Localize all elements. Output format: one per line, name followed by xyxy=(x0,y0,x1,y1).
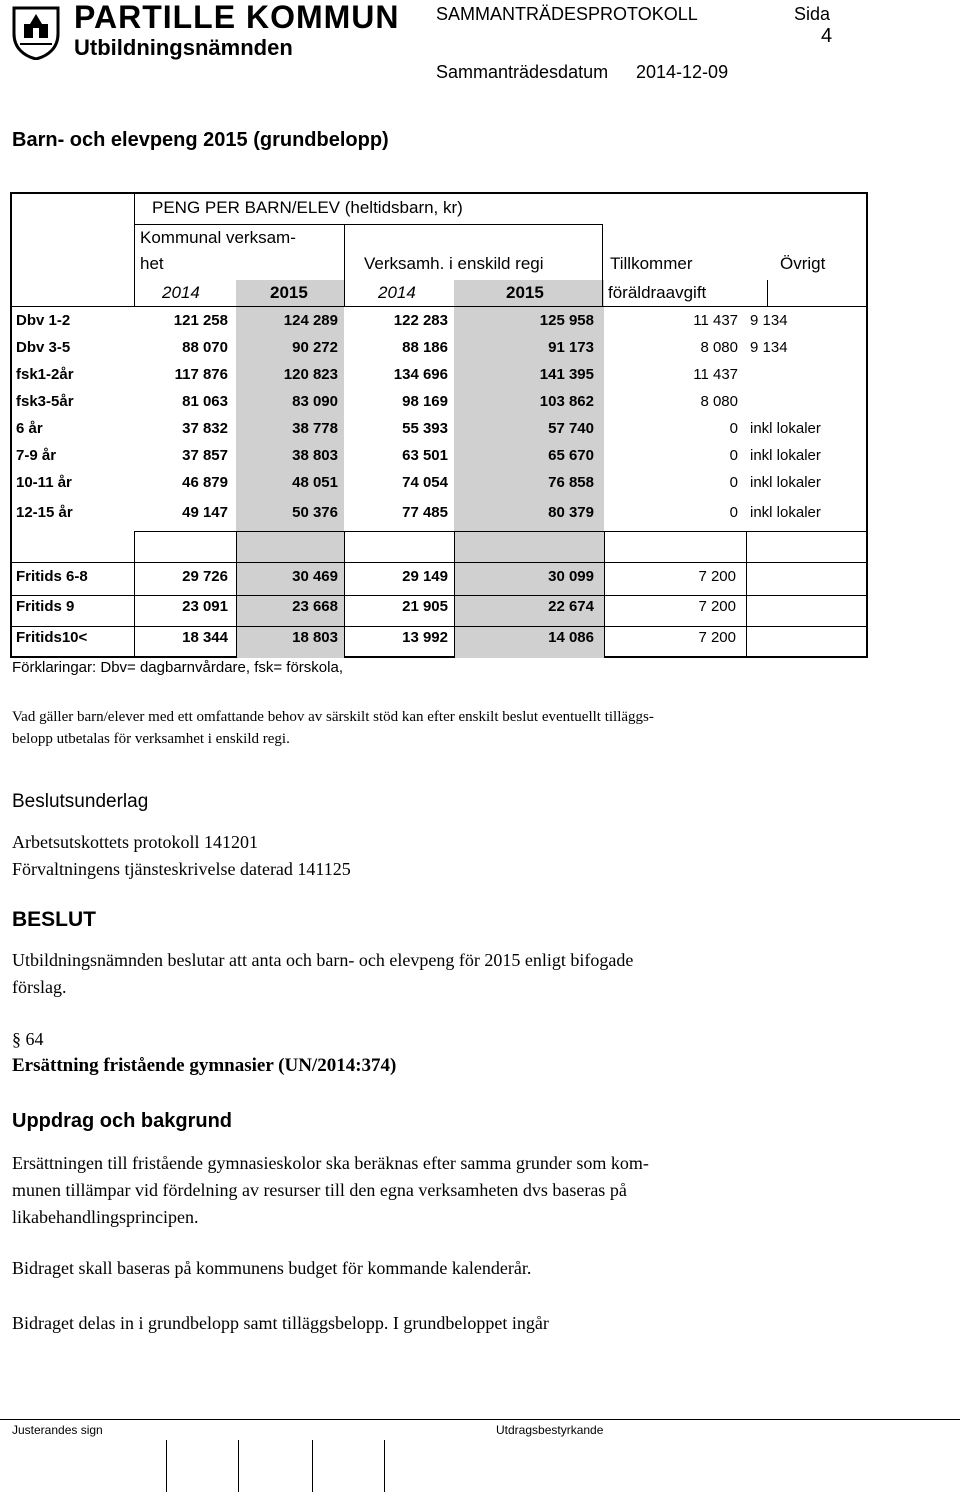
value-2014-municipal: 49 147 xyxy=(182,504,228,521)
assignment-line3: likabehandlingsprincipen. xyxy=(12,1207,199,1227)
board-name: Utbildningsnämnden xyxy=(74,35,293,60)
value-2014-private: 88 186 xyxy=(402,339,448,356)
header-other: Övrigt xyxy=(780,254,826,273)
value-2015-municipal: 120 823 xyxy=(283,366,338,383)
value-2014-private: 63 501 xyxy=(402,447,448,464)
page-label: Sida xyxy=(794,4,831,24)
partille-coat-of-arms-logo xyxy=(8,4,64,60)
fritids-2015-municipal: 18 803 xyxy=(292,629,338,646)
assignment-paragraph xyxy=(12,1150,649,1231)
fritids-2015-municipal: 30 469 xyxy=(292,568,338,585)
fritids-parent-fee: 7 200 xyxy=(698,568,736,585)
basis-item-2: Förvaltningens tjänsteskrivelse daterad 141125 xyxy=(12,859,351,879)
year-2015-municipal: 2015 xyxy=(270,283,308,302)
header-extra-sub: föräldraavgift xyxy=(608,283,707,302)
header-municipal-line1: Kommunal verksam- xyxy=(140,228,296,247)
signature-box-divider xyxy=(312,1440,313,1492)
footer-divider xyxy=(0,1419,960,1420)
fritids-2015-private: 22 674 xyxy=(548,598,594,615)
other-note: inkl lokaler xyxy=(750,504,821,521)
sign-label: Justerandes sign xyxy=(12,1423,103,1437)
value-2014-private: 122 283 xyxy=(393,312,448,329)
special-support-line2: belopp utbetalas för verksamhet i enskild regi. xyxy=(12,731,290,747)
row-label: 6 år xyxy=(16,420,43,437)
other-note: inkl lokaler xyxy=(750,447,821,464)
basis-list xyxy=(12,829,351,883)
value-2014-municipal: 37 857 xyxy=(182,447,228,464)
assignment-line2: munen tillämpar vid fördelning av resurser till den egna verksamheten dvs baseras på xyxy=(12,1180,627,1200)
budget-paragraph: Bidraget skall baseras på kommunens budget för kommande kalenderår. xyxy=(12,1258,532,1278)
value-2014-municipal: 81 063 xyxy=(182,393,228,410)
fritids-2015-private: 14 086 xyxy=(548,629,594,646)
value-2015-municipal: 124 289 xyxy=(283,312,338,329)
document-type: SAMMANTRÄDESPROTOKOLL xyxy=(436,4,698,24)
year-2014-municipal: 2014 xyxy=(162,283,200,302)
fritids-parent-fee: 7 200 xyxy=(698,598,736,615)
row-label: Dbv 1-2 xyxy=(16,312,71,329)
meeting-date-label: Sammanträdesdatum xyxy=(436,62,609,82)
value-2014-municipal: 37 832 xyxy=(182,420,228,437)
other-note: inkl lokaler xyxy=(750,474,821,491)
row-label: fsk3-5år xyxy=(16,393,74,410)
row-label: 10-11 år xyxy=(16,474,72,491)
parent-fee: 11 437 xyxy=(693,312,738,329)
item-title: Ersättning fristående gymnasier (UN/2014:374) xyxy=(12,1055,397,1076)
value-2015-private: 80 379 xyxy=(548,504,594,521)
value-2014-private: 134 696 xyxy=(393,366,448,383)
value-2015-municipal: 38 803 xyxy=(292,447,338,464)
value-2014-private: 77 485 xyxy=(402,504,448,521)
certification-label: Utdragsbestyrkande xyxy=(496,1423,604,1437)
paragraph-number: § 64 xyxy=(12,1029,44,1049)
value-2014-municipal: 88 070 xyxy=(182,339,228,356)
table-note: Förklaringar: Dbv= dagbarnvårdare, fsk= förskola, xyxy=(12,659,343,676)
row-label: 7-9 år xyxy=(16,447,57,464)
signature-box-divider xyxy=(166,1440,167,1492)
value-2015-municipal: 38 778 xyxy=(292,420,338,437)
other-note: 9 134 xyxy=(750,339,788,356)
basis-heading: Beslutsunderlag xyxy=(12,791,149,812)
year-2014-private: 2014 xyxy=(378,283,416,302)
parent-fee: 0 xyxy=(729,447,738,464)
value-2014-municipal: 121 258 xyxy=(173,312,228,329)
value-2014-private: 55 393 xyxy=(402,420,448,437)
row-label: fsk1-2år xyxy=(16,366,74,383)
parent-fee: 11 437 xyxy=(693,366,738,383)
row-label: Dbv 3-5 xyxy=(16,339,71,356)
fritids-2014-private: 29 149 xyxy=(402,568,448,585)
parent-fee: 0 xyxy=(729,420,738,437)
fritids-2014-private: 13 992 xyxy=(402,629,448,646)
fritids-2014-municipal: 29 726 xyxy=(182,568,228,585)
section-title: Barn- och elevpeng 2015 (grundbelopp) xyxy=(12,129,389,151)
year-2015-private: 2015 xyxy=(506,283,544,302)
value-2015-municipal: 83 090 xyxy=(292,393,338,410)
fritids-label: Fritids 9 xyxy=(16,598,75,615)
value-2015-private: 91 173 xyxy=(548,339,594,356)
header-municipal-line2: het xyxy=(140,254,164,273)
organization-name: PARTILLE KOMMUN xyxy=(74,0,400,35)
parent-fee: 0 xyxy=(729,504,738,521)
special-support-line1: Vad gäller barn/elever med ett omfattande behov av särskilt stöd kan efter enskilt beslut eventuellt tilläggs- xyxy=(12,709,654,725)
page-number: 4 xyxy=(821,25,833,47)
value-2014-municipal: 117 876 xyxy=(174,366,228,383)
assignment-line1: Ersättningen till fristående gymnasieskolor ska beräknas efter samma grunder som kom- xyxy=(12,1153,649,1173)
special-support-paragraph xyxy=(12,706,654,750)
header-extra: Tillkommer xyxy=(610,254,693,273)
fritids-2014-municipal: 23 091 xyxy=(182,598,228,615)
fritids-2014-municipal: 18 344 xyxy=(182,629,228,646)
value-2015-municipal: 90 272 xyxy=(292,339,338,356)
value-2015-private: 76 858 xyxy=(548,474,594,491)
decision-heading: BESLUT xyxy=(12,908,96,931)
parent-fee: 8 080 xyxy=(700,339,738,356)
table-title: PENG PER BARN/ELEV (heltidsbarn, kr) xyxy=(152,198,463,217)
fritids-label: Fritids10< xyxy=(16,629,88,646)
value-2015-private: 57 740 xyxy=(548,420,594,437)
value-2014-municipal: 46 879 xyxy=(182,474,228,491)
peng-table xyxy=(10,192,868,658)
signature-box-divider xyxy=(238,1440,239,1492)
parent-fee: 8 080 xyxy=(700,393,738,410)
fritids-parent-fee: 7 200 xyxy=(698,629,736,646)
fritids-label: Fritids 6-8 xyxy=(16,568,88,585)
basis-item-1: Arbetsutskottets protokoll 141201 xyxy=(12,832,258,852)
signature-box-divider xyxy=(384,1440,385,1492)
fritids-2015-private: 30 099 xyxy=(548,568,594,585)
decision-line2: förslag. xyxy=(12,977,67,997)
decision-line1: Utbildningsnämnden beslutar att anta och barn- och elevpeng för 2015 enligt bifogade xyxy=(12,950,634,970)
meeting-date-value: 2014-12-09 xyxy=(636,62,729,82)
amount-paragraph: Bidraget delas in i grundbelopp samt tilläggsbelopp. I grundbeloppet ingår xyxy=(12,1313,549,1333)
parent-fee: 0 xyxy=(729,474,738,491)
other-note: 9 134 xyxy=(750,312,788,329)
other-note: inkl lokaler xyxy=(750,420,821,437)
fritids-2014-private: 21 905 xyxy=(402,598,448,615)
assignment-heading: Uppdrag och bakgrund xyxy=(12,1110,232,1132)
row-label: 12-15 år xyxy=(16,504,73,521)
value-2015-municipal: 48 051 xyxy=(292,474,338,491)
decision-text xyxy=(12,947,633,1001)
value-2015-private: 65 670 xyxy=(548,447,594,464)
value-2015-private: 103 862 xyxy=(539,393,594,410)
value-2015-private: 125 958 xyxy=(539,312,594,329)
value-2015-municipal: 50 376 xyxy=(292,504,338,521)
value-2014-private: 74 054 xyxy=(402,474,448,491)
fritids-2015-municipal: 23 668 xyxy=(292,598,338,615)
value-2014-private: 98 169 xyxy=(402,393,448,410)
header-private: Verksamh. i enskild regi xyxy=(364,254,544,273)
value-2015-private: 141 395 xyxy=(539,366,594,383)
